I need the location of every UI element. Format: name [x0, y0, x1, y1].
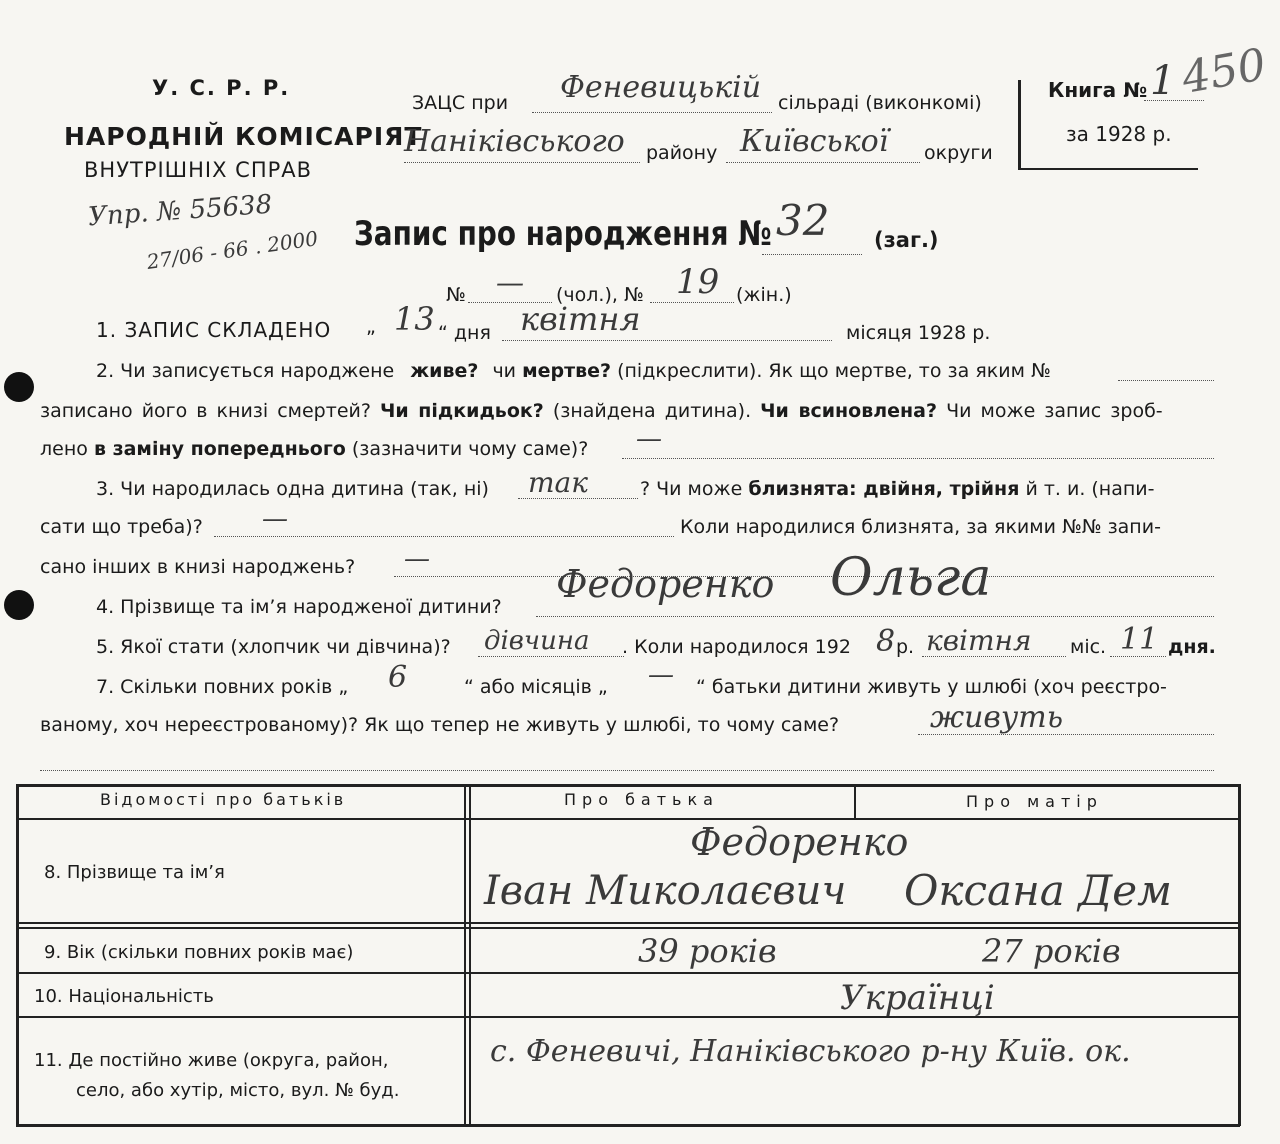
mother-age: 27 років — [982, 932, 1121, 970]
item2-text-b: чи — [492, 360, 517, 382]
village-handwritten: Феневицькій — [560, 70, 762, 105]
item7-text-a: 7. Скільки повних років „ — [96, 676, 349, 698]
record-title-suffix: (заг.) — [874, 228, 939, 252]
male-label: (чол.), № — [556, 284, 644, 306]
item2-text-h: (зазначити чому саме)? — [351, 438, 589, 460]
table-col1-line-b — [469, 784, 471, 1126]
item2-line3-answer: — — [636, 424, 662, 454]
item3-line2-underline — [214, 536, 674, 537]
item3-line3-underline — [394, 576, 1214, 577]
col-header-mother: Про матір — [966, 792, 1103, 811]
item2-line1 — [96, 360, 1051, 382]
nationality-value: Українці — [840, 978, 995, 1018]
item4-underline — [536, 616, 1214, 617]
table-border-top — [16, 784, 1240, 787]
item5-year-digit: 8 — [876, 624, 896, 659]
item1-day-open: „ — [366, 316, 376, 338]
book-corner-number: 450 — [1178, 39, 1270, 104]
item5-r: р. — [896, 636, 915, 658]
stamp-date: 27/06 - 66 . 2000 — [145, 226, 320, 274]
father-age: 39 років — [638, 932, 777, 970]
col-header-father: Про батька — [564, 790, 719, 809]
item2-replace: в заміну попереднього — [93, 438, 346, 460]
item2-text-f: Чи може запис зроб- — [946, 400, 1163, 422]
table-row9-line — [16, 972, 1240, 974]
district-label: району — [646, 142, 718, 164]
village-underline — [532, 112, 772, 113]
item2-line1-underline — [1118, 380, 1214, 381]
table-row8-line-b — [16, 927, 1240, 929]
item2-line3 — [40, 438, 588, 460]
item3-line3-answer: — — [404, 544, 430, 574]
item3-text-f: сано інших в книзі народжень? — [40, 556, 356, 578]
item4-label: 4. Прізвище та ім’я народженої дитини? — [96, 596, 502, 618]
female-label: (жін.) — [736, 284, 792, 306]
item2-line2 — [40, 400, 1163, 422]
item3-text-b: ? Чи може — [640, 478, 743, 500]
row11-label-line1: 11. Де постійно живе (округа, район, — [34, 1050, 389, 1071]
row9-label: 9. Вік (скільки повних років має) — [44, 942, 354, 963]
table-row10-line — [16, 1016, 1240, 1018]
zags-suffix: сільраді (виконкомі) — [778, 92, 982, 114]
row10-label: 10. Національність — [34, 986, 214, 1007]
item3-text-e: Коли народилися близнята, за якими №№ запи- — [680, 516, 1161, 538]
item7-years: 6 — [388, 660, 408, 695]
item1-month-underline — [502, 340, 832, 341]
item7-text-c: “ батьки дитини живуть у шлюбі (хоч реєстро- — [696, 676, 1167, 698]
item2-text-d: записано його в книзі смертей? — [40, 400, 371, 422]
child-name: Ольга — [830, 548, 992, 608]
item1-month: квітня — [520, 300, 641, 338]
table-border-left — [16, 784, 19, 1126]
female-number: 19 — [676, 262, 720, 302]
item3-answer: так — [528, 466, 588, 499]
item1-label: 1. ЗАПИС СКЛАДЕНО — [96, 318, 332, 342]
mother-name: Оксана Дем — [904, 866, 1172, 915]
table-border-bottom — [16, 1124, 1240, 1127]
table-border-right — [1238, 784, 1241, 1126]
book-box-bottom-border — [1018, 168, 1198, 170]
okruha-label: округи — [924, 142, 993, 164]
district-handwritten: Наніківського — [404, 124, 625, 159]
punch-hole — [4, 372, 34, 402]
okruha-underline — [726, 162, 920, 163]
female-number-underline — [650, 302, 734, 303]
item5-month: квітня — [926, 624, 1032, 657]
item2-line3-underline — [622, 458, 1214, 459]
male-number: — — [496, 266, 524, 299]
item7-text-b: “ або місяців „ — [464, 676, 608, 698]
item1-day: 13 — [394, 300, 435, 338]
book-label: Книга № — [1048, 78, 1148, 102]
record-number-underline — [762, 254, 862, 255]
table-col2-line — [854, 784, 856, 820]
stamp-reference: Упр. № 55638 — [87, 189, 274, 233]
okruha-handwritten: Київської — [740, 124, 889, 159]
item3-text-c: й т. и. (напи- — [1025, 478, 1155, 500]
table-col1-line-a — [464, 784, 466, 1126]
item5-sex: дівчина — [484, 626, 590, 656]
item1-day-close: “ дня — [438, 322, 491, 344]
item2-adopted: Чи всиновлена? — [760, 400, 938, 422]
record-number: 32 — [776, 196, 830, 245]
parents-surname: Федоренко — [690, 820, 909, 864]
item2-text-g: лено — [40, 438, 88, 460]
item3-line1-rest — [640, 478, 1155, 500]
item5-sex-underline — [478, 656, 624, 657]
book-box-left-border — [1018, 80, 1021, 170]
col-header-info: Відомості про батьків — [100, 790, 347, 809]
item5-label: 5. Якої стати (хлопчик чи дівчина)? — [96, 636, 451, 658]
table-row8-line-a — [16, 922, 1240, 924]
item3-text-d: сати що треба)? — [40, 516, 203, 538]
item2-text-a: 2. Чи записується народжене — [96, 360, 395, 382]
item5-mid: . Коли народилося 192 — [622, 636, 851, 658]
item7-months: — — [648, 660, 674, 690]
table-header-line — [16, 818, 1240, 820]
item7-text-d: ваному, хоч нереєстрованому)? Як що тепер не живуть у шлюбі, то чому саме? — [40, 714, 840, 736]
item3-twins: близнята: двійня, трійня — [748, 478, 1020, 500]
item7-answer: живуть — [930, 700, 1064, 735]
residence-value: с. Феневичі, Наніківського р-ну Київ. ок. — [490, 1034, 1131, 1069]
item2-text-e: (знайдена дитина). — [552, 400, 752, 422]
zags-prefix: ЗАЦС при — [412, 92, 509, 114]
father-name: Іван Миколаєвич — [484, 868, 847, 914]
state-title: У. С. Р. Р. — [152, 76, 291, 100]
item2-foundling: Чи підкидьок? — [379, 400, 544, 422]
row11-label-line2: село, або хутір, місто, вул. № буд. — [76, 1080, 400, 1101]
item3-line2-answer: — — [262, 504, 288, 534]
department-title: ВНУТРІШНІХ СПРАВ — [84, 158, 313, 182]
item2-dead: мертве? — [522, 360, 612, 382]
item3-text-a: 3. Чи народилась одна дитина (так, ні) — [96, 478, 489, 500]
item2-alive: живе? — [410, 360, 479, 382]
commissariat-title: НАРОДНІЙ КОМІСАРІЯТ — [64, 122, 423, 151]
row8-label: 8. Прізвище та ім’я — [44, 862, 225, 883]
item7-extra-line — [40, 770, 1214, 771]
record-title: Запис про народження № — [354, 214, 772, 254]
item2-text-c: (підкреслити). Як що мертве, то за яким № — [617, 360, 1051, 382]
punch-hole — [4, 590, 34, 620]
item5-day: 11 — [1120, 622, 1159, 657]
item5-mis: міс. — [1070, 636, 1107, 658]
district-underline — [404, 162, 640, 163]
no-label: № — [446, 284, 466, 306]
child-surname: Федоренко — [556, 562, 775, 606]
item5-dnia: дня. — [1168, 636, 1216, 658]
book-number: 1 — [1150, 58, 1176, 104]
book-year: за 1928 р. — [1066, 122, 1172, 146]
item1-tail: місяця 1928 р. — [846, 322, 991, 344]
